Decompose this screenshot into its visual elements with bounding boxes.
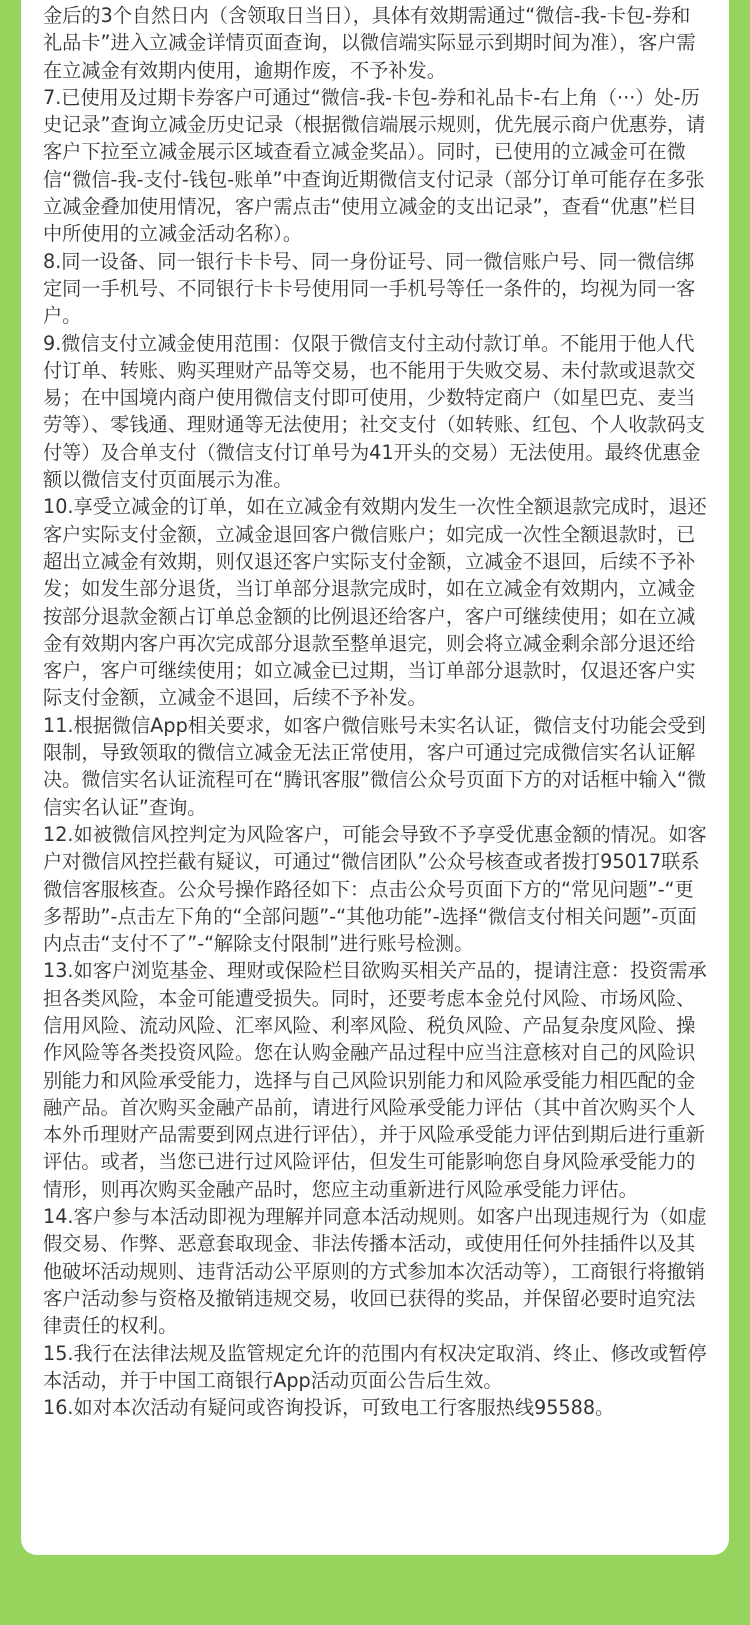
rule-item-13: 13.如客户浏览基金、理财或保险栏目欲购买相关产品的，提请注意：投资需承担各类风险，本金可能遭受损失。同时，还要考虑本金兑付风险、市场风险、信用风险、流动风险、汇率风险、利率风险、税负风险、产品复杂度风险、操作风险等各类投资风险。您在认购金融产品过程中应当注意核对自己的风险识别能力和风险承受能力，选择与自己风险识别能力和风险承受能力相匹配的金融产品。首次购买金融产品前，请进行风险承受能力评估（其中首次购买个人本外币理财产品需要到网点进行评估），并于风险承受能力评估到期后进行重新评估。或者，当您已进行过风险评估，但发生可能影响您自身风险承受能力的情形，则再次购买金融产品时，您应主动重新进行风险承受能力评估。 [43, 959, 707, 1201]
rule-item-15: 15.我行在法律法规及监管规定允许的范围内有权决定取消、终止、修改或暂停本活动，并于中国工商银行App活动页面公告后生效。 [43, 1341, 707, 1392]
rule-item-12: 12.如被微信风控判定为风险客户，可能会导致不予享受优惠金额的情况。如客户对微信风控拦截有疑议，可通过“微信团队”公众号核查或者拨打95017联系微信客服核查。公众号操作路径如下：点击公众号页面下方的“常见问题”-“更多帮助”-点击左下角的“全部问题”-“其他功能”-选择“微信支付相关问题”-页面内点击“支付不了”-“解除支付限制”进行账号检测。 [43, 822, 707, 956]
rule-item-7: 7.已使用及过期卡券客户可通过“微信-我-卡包-券和礼品卡-右上角（···）处-历史记录”查询立减金历史记录（根据微信端展示规则，优先展示商户优惠券，请客户下拉至立减金展示区域查看立减金奖品）。同时，已使用的立减金可在微信“微信-我-支付-钱包-账单”中查询近期微信支付记录（部分订单可能存在多张立减金叠加使用情况，客户需点击“使用立减金的支出记录”，查看“优惠”栏目中所使用的立减金活动名称）。 [43, 85, 706, 246]
rule-item-16: 16.如对本次活动有疑问或咨询投诉，可致电工行客服热线95588。 [43, 1396, 615, 1420]
rule-item-10: 10.享受立减金的订单，如在立减金有效期内发生一次性全额退款完成时，退还客户实际支付金额，立减金退回客户微信账户；如完成一次性全额退款时，已超出立减金有效期，则仅退还客户实际支付金额，立减金不退回，后续不予补发；如发生部分退货，当订单部分退款完成时，如在立减金有效期内，立减金按部分退款金额占订单总金额的比例退还给客户，客户可继续使用；如在立减金有效期内客户再次完成部分退款至整单退完，则会将立减金剩余部分退还给客户，客户可继续使用；如立减金已过期，当订单部分退款时，仅退还客户实际支付金额，立减金不退回，后续不予补发。 [43, 495, 707, 710]
rules-card [21, 0, 729, 1555]
rule-item-11: 11.根据微信App相关要求，如客户微信账号未实名认证，微信支付功能会受到限制，导致领取的微信立减金无法正常使用，客户可通过完成微信实名认证解决。微信实名认证流程可在“腾讯客服”微信公众号页面下方的对话框中输入“微信实名认证”查询。 [43, 713, 707, 819]
rule-item-6-continued: 金后的3个自然日内（含领取日当日），具体有效期需通过“微信-我-卡包-券和礼品卡”进入立减金详情页面查询，以微信端实际显示到期时间为准），客户需在立减金有效期内使用，逾期作废，不予补发。 [43, 4, 696, 82]
rule-item-14: 14.客户参与本活动即视为理解并同意本活动规则。如客户出现违规行为（如虚假交易、作弊、恶意套取现金、非法传播本活动，或使用任何外挂插件以及其他破坏活动规则、违背活动公平原则的方式参加本次活动等），工商银行将撤销客户活动参与资格及撤销违规交易，收回已获得的奖品，并保留必要时追究法律责任的权利。 [43, 1205, 707, 1338]
rule-item-9: 9.微信支付立减金使用范围：仅限于微信支付主动付款订单。不能用于他人代付订单、转账、购买理财产品等交易，也不能用于失败交易、未付款或退款交易；在中国境内商户使用微信支付即可使用，少数特定商户（如星巴克、麦当劳等）、零钱通、理财通等无法使用；社交支付（如转账、红包、个人收款码支付等）及合单支付（微信支付订单号为41开头的交易）无法使用。最终优惠金额以微信支付页面展示为准。 [43, 331, 705, 492]
activity-rules-text [43, 2, 707, 1421]
rule-item-8: 8.同一设备、同一银行卡卡号、同一身份证号、同一微信账户号、同一微信绑定同一手机号、不同银行卡卡号使用同一手机号等任一条件的，均视为同一客户。 [43, 249, 696, 328]
